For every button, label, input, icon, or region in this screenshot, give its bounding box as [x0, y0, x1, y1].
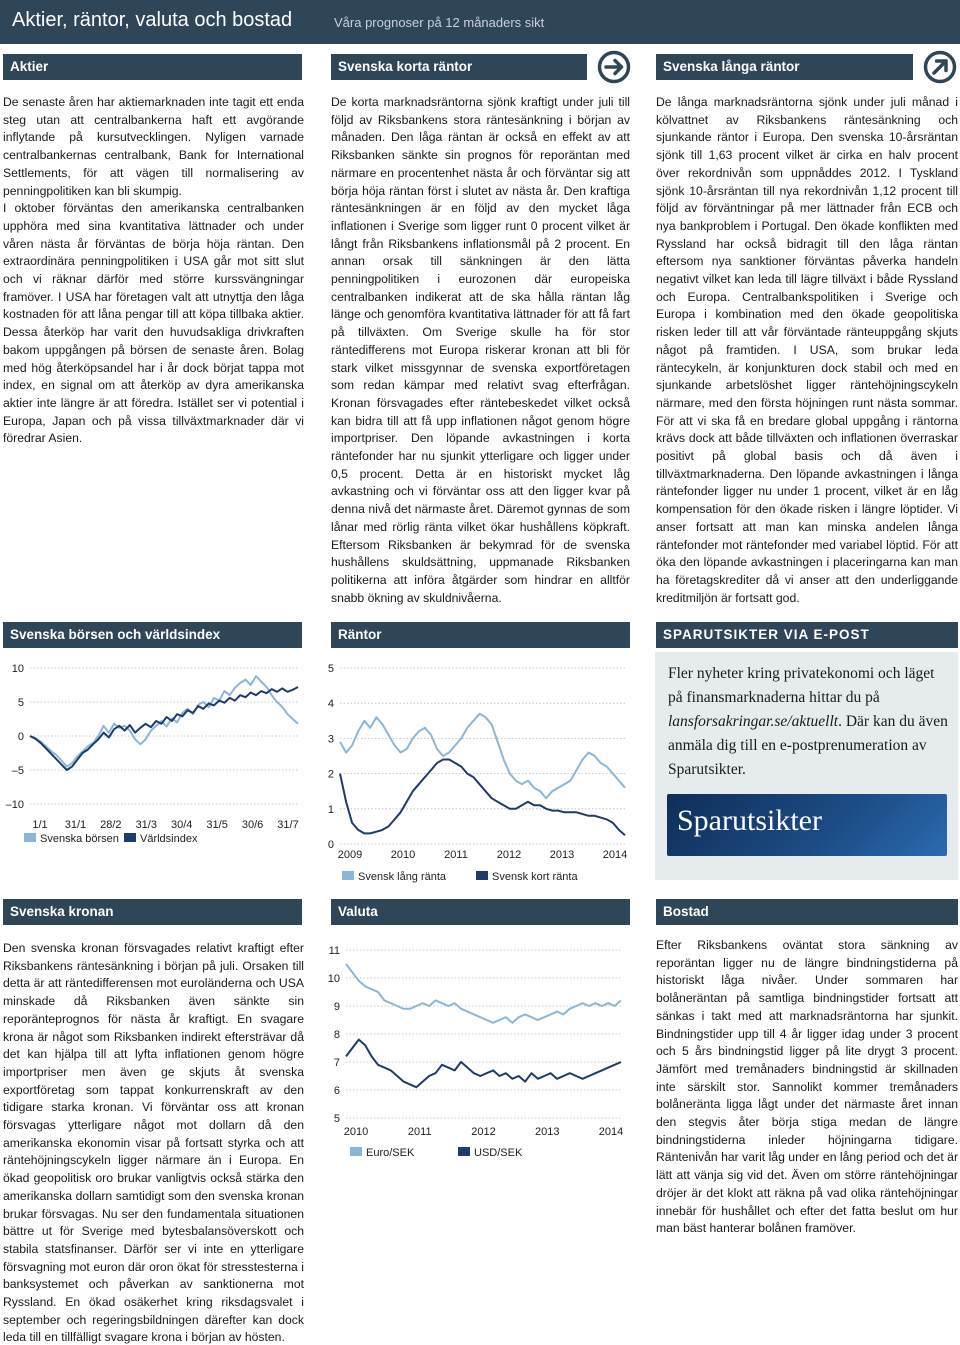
- promo-box: [655, 652, 958, 880]
- rantor-svg: [328, 660, 633, 885]
- x-tick-label: 2012: [496, 849, 522, 861]
- legend-swatch: [476, 871, 488, 880]
- y-tick-label: 9: [333, 1001, 340, 1013]
- y-tick-label: 6: [333, 1085, 340, 1097]
- x-tick-label: 1/1: [32, 819, 48, 831]
- y-tick-label: 5: [17, 697, 24, 709]
- sparutsikter-banner[interactable]: [667, 794, 947, 856]
- y-tick-label: 5: [333, 1113, 340, 1125]
- series-line-1: [340, 714, 625, 798]
- y-tick-label: 0: [17, 731, 24, 743]
- y-tick-label: 10: [11, 663, 24, 675]
- x-tick-label: 2010: [390, 849, 416, 861]
- section-header-bostad: Bostad: [656, 899, 958, 925]
- x-tick-label: 2009: [337, 849, 363, 861]
- legend-label: Euro/SEK: [366, 1147, 415, 1159]
- korta-rantor-text: [331, 94, 630, 607]
- valuta-svg: [328, 938, 633, 1168]
- page-subtitle: Våra prognoser på 12 månaders sikt: [334, 15, 545, 30]
- section-header-korta-rantor: Svenska korta räntor: [331, 54, 587, 80]
- y-tick-label: 5: [327, 663, 334, 675]
- arrow-up-right-circle-icon: [923, 50, 957, 84]
- section-header-langa-rantor: Svenska långa räntor: [656, 54, 913, 80]
- y-tick-label: 0: [327, 839, 334, 851]
- banner-label: Sparutsikter: [677, 804, 822, 837]
- x-tick-label: 2013: [549, 849, 575, 861]
- legend-label: Svenska börsen: [40, 833, 119, 845]
- x-tick-label: 31/5: [206, 819, 228, 831]
- y-tick-label: 8: [333, 1029, 340, 1041]
- section-header-kronan: Svenska kronan: [3, 899, 302, 925]
- x-tick-label: 31/7: [277, 819, 299, 831]
- promo-text-after: . Där kan du även anmäla dig till en e-postprenumeration av Sparutsikter.: [668, 713, 948, 778]
- promo-text-before: Fler nyheter kring privatekonomi och läget på finansmarknaderna hittar du på: [668, 665, 935, 706]
- y-tick-label: 11: [328, 945, 340, 957]
- series-line-2: [340, 760, 625, 836]
- series-line-2: [30, 687, 298, 770]
- y-tick-label: –5: [11, 765, 24, 777]
- kronan-paragraph-1: Den svenska kronan försvagades relativt kraftigt efter Riksbankens räntesänkning i början på juli. Orsaken till detta är att räntedifferensen mot euroländerna och USA minskade då Riksbanken även sänkte sin reporänteprognos för nästa år kraftigt. En svagare krona är något som Riksbanken indirekt eftersträvar då det kan hjälpa till att lyfta inflationen genom högre importpriser men även ge skjuts åt svenska exportföretag som tappat konkurrenskraft av den tidigare starka kronan. Vi förväntar oss att kronan försvagas ytterligare något mot dollarn då den amerikanska ekonomin visar på fortsatt styrka och att räntehöjningscykeln ligger närmare än i Europa. En ökad geopolitisk oro brukar vanligtvis också stärka den amerikanska dollarn samtidigt som den svenska kronan brukar försvagas. Nu ser den fundamentala situationen bättre ut för Sverige med bytesbalansöverskott och stabila statsfinanser. Därför ser vi inte en ytterligare försvagning mot euron där oron ökat för stresstesterna i banksystemet och påverkan av sanktionerna mot Ryssland. En ökad osäkerhet kring riksdagsvalet i september och regeringsbildningen därefter kan dock leda till en tillfälligt svagare krona i början av hösten.: [3, 941, 304, 1345]
- x-tick-label: 31/1: [64, 819, 87, 831]
- y-tick-label: 3: [327, 733, 334, 746]
- section-header-borsen: Svenska börsen och världsindex: [3, 622, 302, 648]
- y-tick-label: –10: [5, 799, 24, 811]
- x-tick-label: 2010: [343, 1126, 369, 1138]
- aktier-paragraph-2: I oktober förväntas den amerikanska centralbanken upphöra med sina kvantitativa lättnader och under våren nästa år förväntas de börja höja räntan. Den extraordinära penningpolitiken i USA går mot sitt slut och vi räknar därför med större kurssvängningar framöver. I USA har företagen valt att utnyttja den låga kostnaden för att låna pengar till att köpa tillbaka aktier. Dessa återköp har varit den huvudsakliga drivkraften bakom uppgången på börsen de senaste åren. Bolag med hög återköpsandel har i år dock börjat tappa mot index, en signal om att återköp av dyra amerikanska aktier inte längre är att föredra. Istället ser vi potential i Europa, Japan och på vissa tillväxtmarknader där vi föredrar Asien.: [3, 201, 304, 446]
- legend-swatch: [342, 871, 354, 880]
- bostad-text: [656, 937, 958, 1238]
- y-tick-label: 4: [327, 698, 334, 711]
- x-tick-label: 30/6: [241, 819, 264, 831]
- chart-rantor: [328, 660, 633, 885]
- x-tick-label: 31/3: [135, 819, 157, 831]
- y-tick-label: 10: [327, 973, 340, 985]
- borsen-svg: [0, 660, 305, 850]
- legend-swatch: [24, 833, 36, 842]
- legend-label: Världsindex: [140, 833, 198, 845]
- x-tick-label: 2014: [598, 1126, 624, 1138]
- top-banner: [0, 0, 960, 44]
- langa-rantor-paragraph-1: De långa marknadsräntorna sjönk under juli månad i kölvattnet av Riksbankens räntesänkning och sjunkande räntor i Europa. Den svenska 10-årsräntan sjönk till 1,63 procent vilket är cirka en halv procent över rekordnivån som uppnåddes 2012. I Tyskland sjönk 10-årsräntan till nya rekordnivån 1,12 procent till följd av förväntningar på mer lättnader från ECB och nya bankproblem i Portugal. Den ökade konflikten med Ryssland har också bidragit till den låga räntan eftersom nya sanktioner förväntas påverka handeln negativt vilket kan leda till lägre tillväxt i både Ryssland och Europa. Centralbankspolitiken i Sverige och Europa i kombination med den ökade geopolitiska risken leder till att vår förväntade ränteuppgång skjuts något på framtiden. I USA, som brukar leda räntecykeln, är konjunkturen dock stabil och med en sjunkande arbetslöshet ligger räntehöjningscykeln närmare, med den första höjningen runt nästa sommar. För att vi ska få en bredare global uppgång i räntorna krävs dock att både tillväxten och inflationen överraskar positivt på global basis och då även i tillväxtmarknaderna. Den löpande avkastningen i långa räntefonder ligger nu under 1 procent, vilket är en låg kompensation för den ökade risken i längre löptider. Vi anser fortsatt att man kan minska andelen långa räntefonder mot räntefonder med variabel löptid. För att öka den löpande avkastningen i placeringarna kan man ha företagskrediter då vi anser att den underliggande kreditmiljön är fortsatt god.: [656, 95, 958, 605]
- kronan-text: [3, 940, 304, 1345]
- legend-swatch: [458, 1147, 470, 1156]
- section-header-valuta: Valuta: [331, 899, 630, 925]
- x-tick-label: 28/2: [100, 819, 122, 831]
- legend-swatch: [350, 1147, 362, 1156]
- x-tick-label: 30/4: [171, 819, 193, 831]
- page-title: Aktier, räntor, valuta och bostad: [12, 9, 293, 31]
- legend-label: Svensk kort ränta: [492, 871, 578, 883]
- section-header-sparutsikter: SPARUTSIKTER VIA E-POST: [656, 622, 958, 648]
- promo-text: [668, 662, 948, 782]
- y-tick-label: 2: [327, 768, 334, 781]
- section-header-aktier: Aktier: [3, 54, 302, 80]
- section-header-rantor: Räntor: [331, 622, 630, 648]
- y-tick-label: 1: [327, 803, 334, 816]
- korta-rantor-paragraph-1: De korta marknadsräntorna sjönk kraftigt under juli till följd av Riksbankens stora räntesänkning i början av månaden. Den låga räntan är också en effekt av att Riksbanken sänkte sin prognos för reporäntan med närmare en procentenhet nästa år och förväntar sig att börja höja räntan först i slutet av nästa år. Den kraftiga räntesänkningen är en följd av den mycket låga inflationen i Sverige som ligger runt 0 procent vilket är långt från Riksbankens inflationsmål på 2 procent. En annan orsak till sänkningen är den lätta penningpolitiken i eurozonen där europeiska centralbanken indikerat att de ska hålla räntan låg länge och genomföra kvantitativa lättnader för att få fart på tillväxten. Om Sverige skulle ha för stor räntedifferens mot Europa riskerar kronan att bli för stark vilket missgynnar de svenska exportföretagen som redan kämpar med relativt svag efterfrågan. Kronan försvagades efter räntebeskedet vilket också kan bidra till att få upp inflationen något genom högre importpriser. Den löpande avkastningen i korta räntefonder har nu sjunkit ytterligare och ligger under 0,5 procent. Detta är en historiskt mycket låg avkastning och vi förväntar oss att den ligger kvar på denna nivå det närmaste året. Däremot gynnas de som lånar med rörlig ränta vilket ökar hushållens köpkraft. Eftersom Riksbanken är bekymrad för de svenska hushållens skuldsättning, uppmanade Riksbanken politikerna att införa åtgärder som hindrar en alltför snabb ökning av skuldnivåerna.: [331, 95, 630, 605]
- aktier-text: [3, 94, 304, 448]
- chart-valuta: [328, 938, 633, 1168]
- legend-label: Svensk lång ränta: [358, 871, 447, 883]
- aktier-paragraph-1: De senaste åren har aktiemarknaden inte tagit ett enda steg utan att centralbankerna haft ett avgörande inflytande på kursutvecklingen. Nyligen varnade centralbankernas centralbank, Bank for International Settlements, för att vägen till normalisering av penningpolitiken kan bli skumpig.: [3, 95, 304, 198]
- x-tick-label: 2012: [471, 1126, 496, 1138]
- langa-rantor-text: [656, 94, 958, 607]
- promo-link[interactable]: lansforsakringar.se/aktuellt: [668, 713, 839, 730]
- y-tick-label: 7: [333, 1057, 340, 1069]
- x-tick-label: 2011: [407, 1126, 432, 1138]
- series-line-1: [346, 964, 621, 1023]
- x-tick-label: 2014: [602, 849, 628, 861]
- x-tick-label: 2013: [535, 1126, 560, 1138]
- legend-label: USD/SEK: [474, 1147, 523, 1159]
- x-tick-label: 2011: [444, 849, 468, 861]
- legend-swatch: [124, 833, 136, 842]
- bostad-paragraph-1: Efter Riksbankens oväntat stora sänkning av reporäntan ligger nu de längre bindningstiderna på historiskt låga nivåer. Under sommaren har bolåneräntan på samtliga bindningstider fortsatt att sänkas i takt med att marknadsräntorna har sjunkit. Bindningstider upp till 4 år ligger idag under 3 procent och 5 års bindningstid ligger på lite drygt 3 procent. Jämfört med tremånaders bindningstid är skillnaden inte särskilt stor. Sannolikt kommer tremånaders bolåneränta ligga lågt under det närmaste året innan den stegvis åter börja stiga medan de längre bindningstiderna inleder höjningarna tidigare. Räntenivån har varit låg under en lång period och det är lätt att vänja sig vid det. Även om större räntehöjningar dröjer är det klokt att räkna på vad olika räntehöjningar innebär för hushållet och efter det fatta beslut om hur man bäst hanterar bolånen framöver.: [656, 938, 958, 1236]
- arrow-right-circle-icon: [597, 50, 631, 84]
- chart-borsen: [0, 660, 305, 850]
- series-line-2: [346, 1040, 621, 1088]
